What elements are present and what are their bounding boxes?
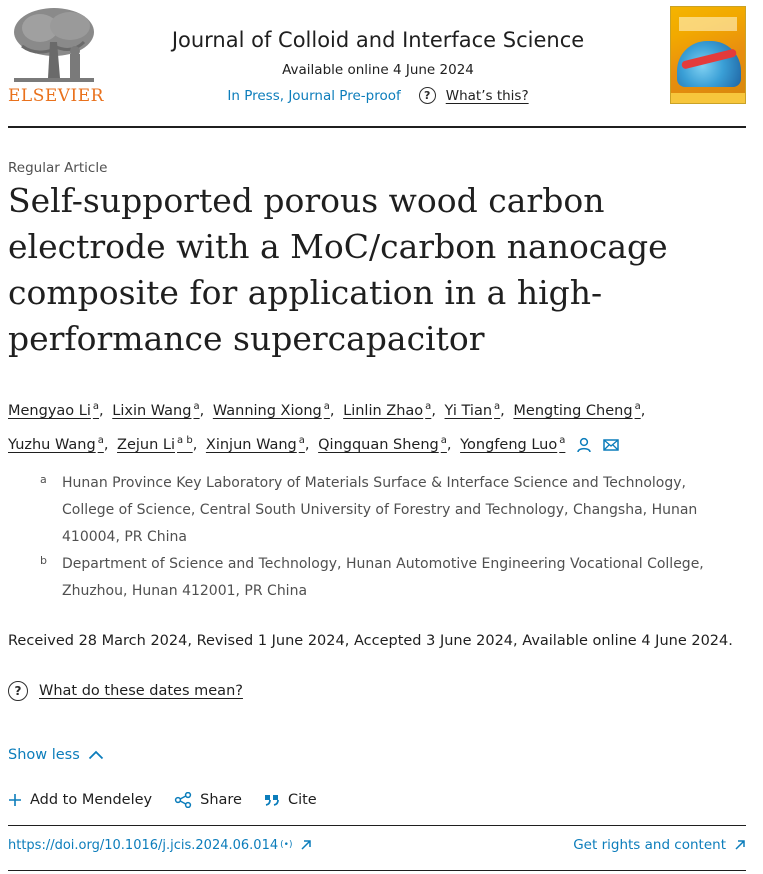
author-link[interactable]: Wanning Xiong $^a$ bbox=[212, 401, 330, 419]
show-less-label: Show less bbox=[8, 747, 80, 763]
divider bbox=[8, 870, 746, 871]
cite-label: Cite bbox=[287, 792, 317, 808]
article-type: Regular Article bbox=[8, 160, 108, 176]
rights-text: Get rights and content bbox=[573, 837, 726, 853]
publisher-name: ELSEVIER bbox=[8, 86, 104, 106]
divider bbox=[8, 825, 746, 826]
show-less-button[interactable] bbox=[8, 747, 104, 763]
add-to-mendeley-button[interactable] bbox=[8, 792, 152, 808]
whats-this-link[interactable]: What’s this? bbox=[445, 87, 529, 104]
author-link[interactable]: Zejun Li $^{a b}$ bbox=[117, 434, 193, 453]
broadcast-icon: (•) bbox=[280, 840, 293, 850]
author-link[interactable]: Mengting Cheng $^a$ bbox=[513, 401, 641, 419]
external-link-icon bbox=[300, 839, 312, 851]
cite-button[interactable] bbox=[264, 792, 317, 808]
author-link[interactable]: Yuzhu Wang $^a$ bbox=[8, 434, 104, 453]
author-link[interactable]: Xinjun Wang $^a$ bbox=[205, 434, 305, 453]
doi-link[interactable] bbox=[8, 838, 312, 853]
affiliation-b bbox=[40, 551, 740, 605]
envelope-icon[interactable] bbox=[603, 438, 619, 452]
author-link[interactable]: Yi Tian $^a$ bbox=[444, 401, 501, 419]
affiliation-text: Department of Science and Technology, Hunan Automotive Engineering Vocational College, Zhuzhou, Hunan 412001, PR China bbox=[62, 556, 704, 599]
affiliation-label: b bbox=[40, 554, 47, 567]
doi-row bbox=[8, 837, 746, 853]
person-icon[interactable] bbox=[576, 437, 592, 453]
journal-header bbox=[8, 0, 746, 128]
plus-icon bbox=[8, 793, 22, 807]
author-link[interactable]: Mengyao Li $^a$ bbox=[8, 401, 100, 419]
question-icon: ? bbox=[8, 681, 28, 701]
status-row bbox=[108, 87, 648, 104]
affiliation-a bbox=[40, 470, 740, 551]
share-button[interactable] bbox=[174, 792, 242, 808]
available-online: Available online 4 June 2024 bbox=[282, 62, 474, 78]
get-rights-link[interactable] bbox=[573, 837, 746, 853]
elsevier-logo[interactable] bbox=[8, 6, 104, 106]
article-actions bbox=[8, 792, 339, 808]
doi-text: https://doi.org/10.1016/j.jcis.2024.06.014 bbox=[8, 837, 279, 853]
share-icon bbox=[174, 792, 192, 808]
author-link[interactable]: Yongfeng Luo $^a$ bbox=[460, 434, 566, 453]
article-dates: Received 28 March 2024, Revised 1 June 2024, Accepted 3 June 2024, Available online 4 June 2024. bbox=[8, 633, 733, 649]
question-icon[interactable]: ? bbox=[419, 87, 436, 104]
dates-help[interactable] bbox=[8, 681, 243, 701]
journal-info bbox=[108, 28, 648, 104]
author-link[interactable]: Linlin Zhao $^a$ bbox=[343, 401, 432, 419]
share-label: Share bbox=[200, 792, 242, 808]
article-title: Self-supported porous wood carbon electrode with a MoC/carbon nanocage composite for application in a high-performance supercapacitor bbox=[8, 181, 668, 358]
elsevier-tree-icon bbox=[10, 6, 98, 84]
quote-icon bbox=[264, 793, 280, 807]
journal-cover-image[interactable] bbox=[670, 6, 746, 104]
journal-title[interactable]: Journal of Colloid and Interface Science bbox=[171, 28, 585, 52]
affiliation-text: Hunan Province Key Laboratory of Materials Surface & Interface Science and Technology, College of Science, Central South University of Forestry and Technology, Changsha, Hunan 410004, PR China bbox=[62, 475, 698, 545]
external-link-icon bbox=[734, 839, 746, 851]
mendeley-label: Add to Mendeley bbox=[30, 792, 153, 808]
chevron-up-icon bbox=[88, 750, 104, 760]
dates-help-link[interactable]: What do these dates mean? bbox=[39, 683, 243, 699]
affiliation-label: a bbox=[40, 473, 47, 486]
author-link[interactable]: Qingquan Sheng $^a$ bbox=[318, 434, 447, 453]
author-link[interactable]: Lixin Wang $^a$ bbox=[112, 401, 200, 419]
in-press-status: In Press, Journal Pre-proof bbox=[227, 87, 401, 104]
author-list: Mengyao Li $^a$, Lixin Wang $^a$, Wanning Xiong $^a$, Linlin Zhao $^a$, Yi Tian $^a$, Mengting Cheng $^a$, Yuzhu Wang $^a$, Zejun Li $^{a b}$, Xinjun Wang $^a$, Qingquan Sheng $^a$, Yongfeng Luo $^a$ bbox=[8, 401, 646, 453]
